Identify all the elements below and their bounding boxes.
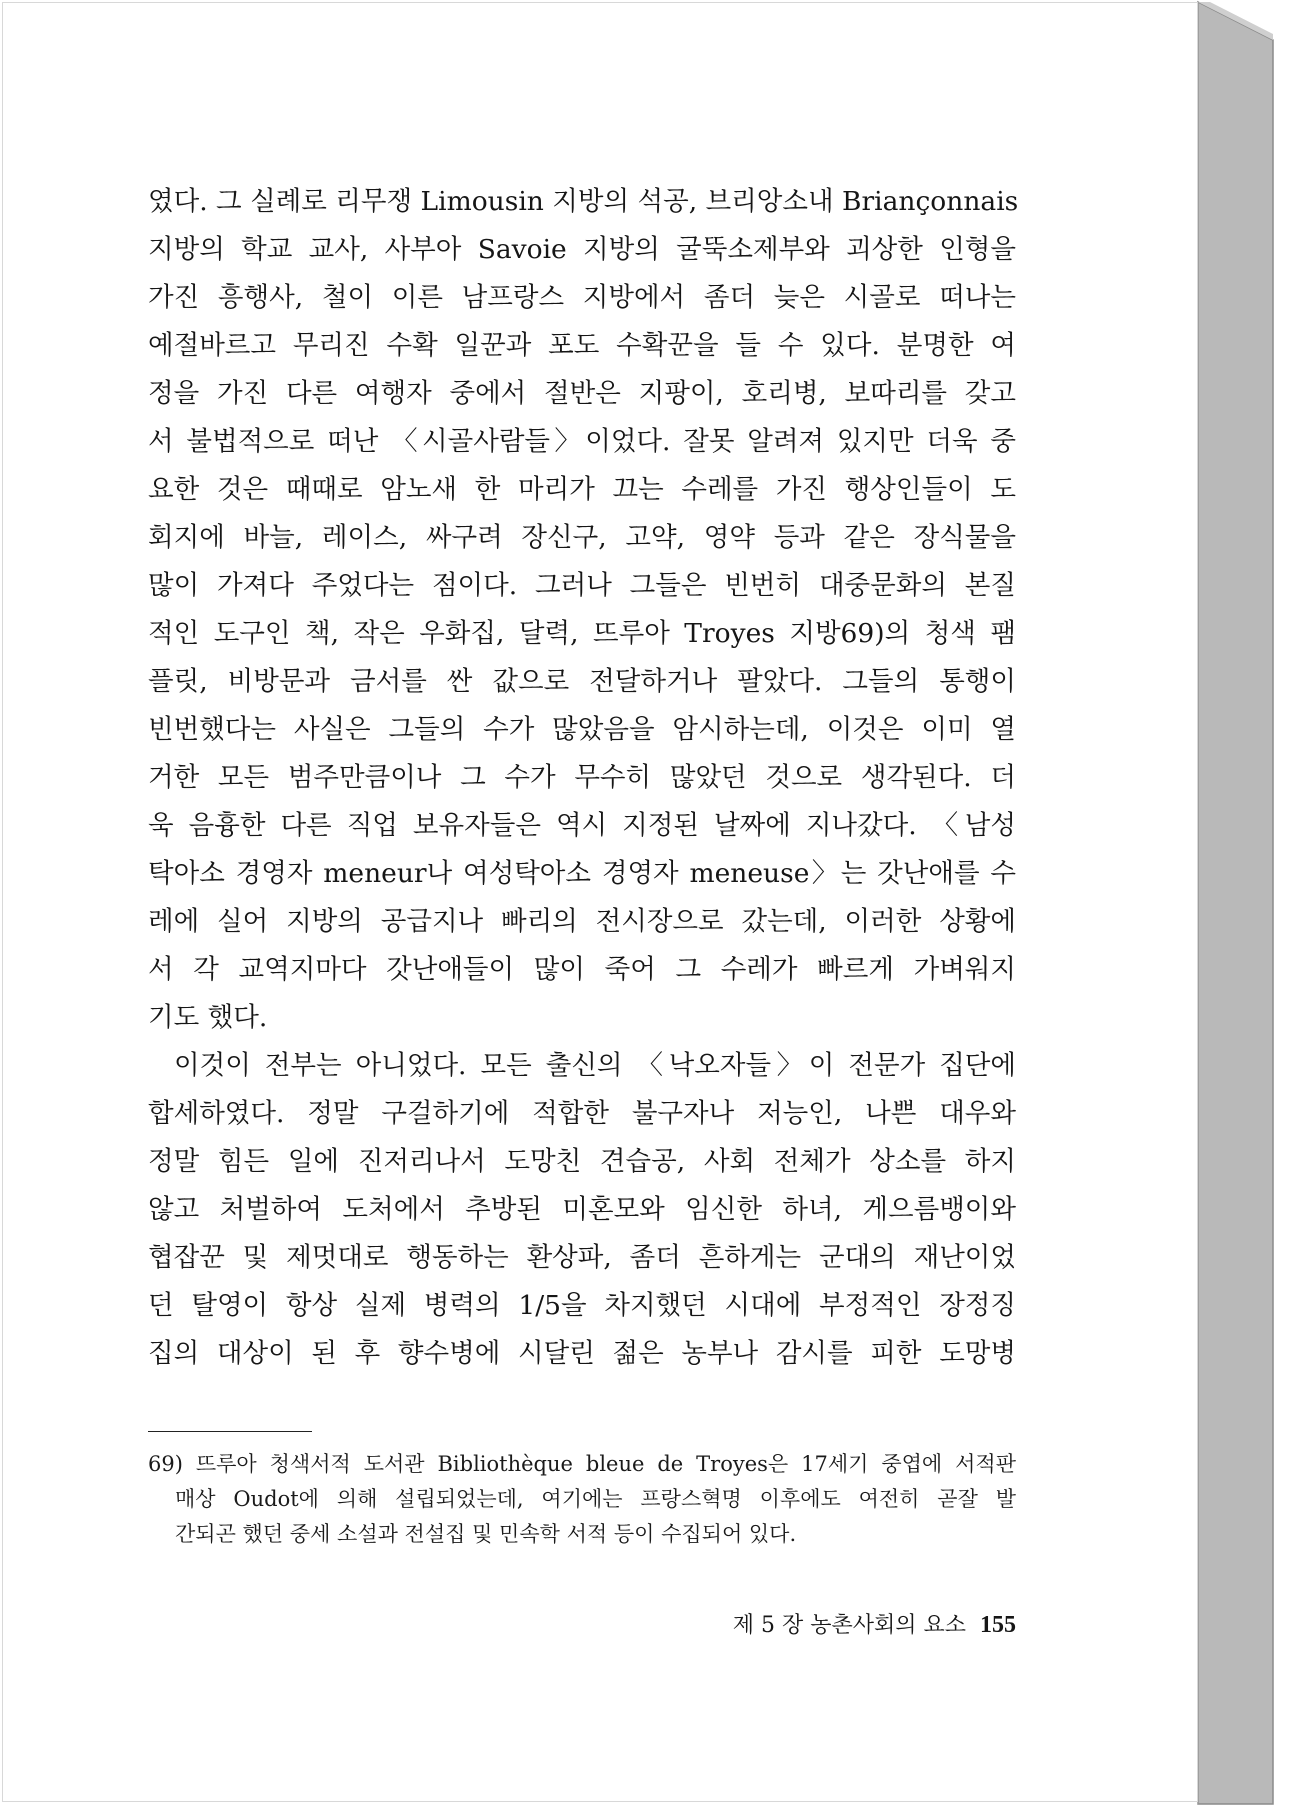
- running-footer: [640, 1610, 1016, 1641]
- footnote-line: 매상 Oudot에 의해 설립되었는데, 여기에는 프랑스혁명 이후에도 여전히 곧잘 발: [175, 1487, 1016, 1511]
- body-line: 회지에 바늘, 레이스, 싸구려 장신구, 고약, 영약 등과 같은 장식물을: [148, 522, 1016, 553]
- body-line: 가진 흥행사, 철이 이른 남프랑스 지방에서 좀더 늦은 시골로 떠나는: [148, 282, 1016, 313]
- body-line: 기도 했다.: [148, 1002, 268, 1033]
- footnote-divider: [148, 1431, 312, 1432]
- body-line: 빈번했다는 사실은 그들의 수가 많았음을 암시하는데, 이것은 이미 열: [148, 714, 1016, 745]
- body-line: 던 탈영이 항상 실제 병력의 1/5을 차지했던 시대에 부정적인 장정징: [148, 1290, 1016, 1321]
- body-line: 이것이 전부는 아니었다. 모든 출신의 〈낙오자들〉이 전문가 집단에: [174, 1050, 1016, 1081]
- body-line: 정말 힘든 일에 진저리나서 도망친 견습공, 사회 전체가 상소를 하지: [148, 1146, 1016, 1177]
- body-line: 예절바르고 무리진 수확 일꾼과 포도 수확꾼을 들 수 있다. 분명한 여: [148, 330, 1016, 361]
- body-line: 적인 도구인 책, 작은 우화집, 달력, 뜨루아 Troyes 지방69)의 청색 팸: [148, 618, 1016, 649]
- body-line: 합세하였다. 정말 구걸하기에 적합한 불구자나 저능인, 나쁜 대우와: [148, 1098, 1016, 1129]
- body-line: 서 불법적으로 떠난 〈시골사람들〉이었다. 잘못 알려져 있지만 더욱 중: [148, 426, 1016, 457]
- body-line: 협잡꾼 및 제멋대로 행동하는 환상파, 좀더 흔하게는 군대의 재난이었: [148, 1242, 1016, 1273]
- body-line: 집의 대상이 된 후 향수병에 시달린 젊은 농부나 감시를 피한 도망병: [148, 1338, 1016, 1369]
- footnote: [148, 1447, 1016, 1552]
- body-line: 레에 실어 지방의 공급지나 빠리의 전시장으로 갔는데, 이러한 상황에: [148, 906, 1016, 937]
- body-line: 요한 것은 때때로 암노새 한 마리가 끄는 수레를 가진 행상인들이 도: [148, 474, 1016, 505]
- body-line: 지방의 학교 교사, 사부아 Savoie 지방의 굴뚝소제부와 괴상한 인형을: [148, 234, 1016, 265]
- body-line: 많이 가져다 주었다는 점이다. 그러나 그들은 빈번히 대중문화의 본질: [148, 570, 1016, 601]
- footnote-line: 간되곤 했던 중세 소설과 전설집 및 민속학 서적 등이 수집되어 있다.: [175, 1522, 797, 1546]
- footnote-line: 69) 뜨루아 청색서적 도서관 Bibliothèque bleue de Troyes은 17세기 중엽에 서적판: [148, 1452, 1016, 1476]
- body-line: 탁아소 경영자 meneur나 여성탁아소 경영자 meneuse〉는 갓난애를 수: [148, 858, 1016, 889]
- body-line: 정을 가진 다른 여행자 중에서 절반은 지팡이, 호리병, 보따리를 갖고: [148, 378, 1016, 409]
- body-line: 않고 처벌하여 도처에서 추방된 미혼모와 임신한 하녀, 게으름뱅이와: [148, 1194, 1016, 1225]
- body-line: 플릿, 비방문과 금서를 싼 값으로 전달하거나 팔았다. 그들의 통행이: [148, 666, 1016, 697]
- body-line: 거한 모든 범주만큼이나 그 수가 무수히 많았던 것으로 생각된다. 더: [148, 762, 1016, 793]
- body-line: 욱 음흉한 다른 직업 보유자들은 역시 지정된 날짜에 지나갔다. 〈남성: [148, 810, 1016, 841]
- chapter-title: 제 5 장 농촌사회의 요소: [732, 1613, 966, 1638]
- body-line: 였다. 그 실례로 리무쟁 Limousin 지방의 석공, 브리앙소내 Briançonnais: [148, 186, 1019, 217]
- body-line: 서 각 교역지마다 갓난애들이 많이 죽어 그 수레가 빠르게 가벼워지: [148, 954, 1016, 985]
- body-text: [148, 178, 1019, 1378]
- page-number: 155: [980, 1612, 1016, 1638]
